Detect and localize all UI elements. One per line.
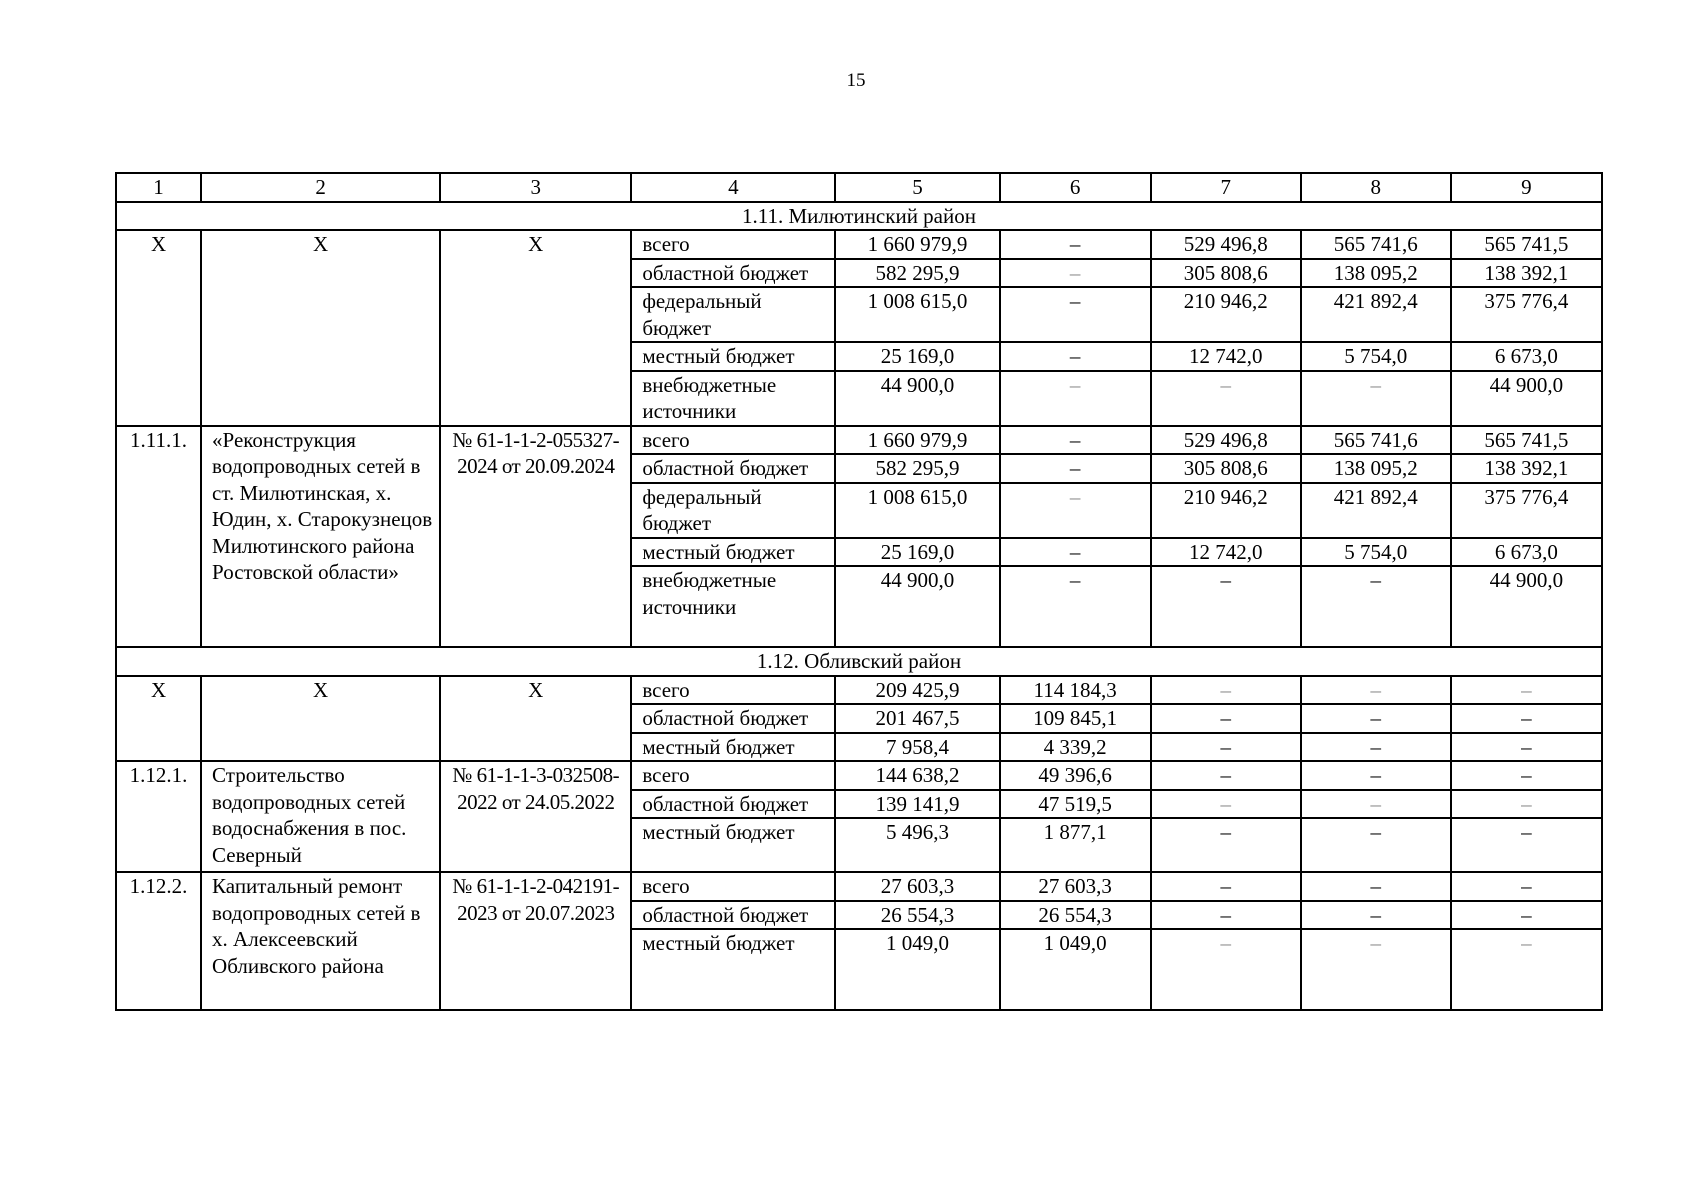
value-col7: – [1151, 818, 1301, 872]
value-col5: 582 295,9 [835, 454, 999, 483]
value-col5: 1 008 615,0 [835, 483, 999, 538]
funding-source: всего [631, 872, 835, 901]
funding-source: всего [631, 676, 835, 705]
value-col7: – [1151, 872, 1301, 901]
value-col8: – [1301, 371, 1451, 426]
value-col5: 7 958,4 [835, 733, 999, 762]
value-col5: 5 496,3 [835, 818, 999, 872]
value-col8: 565 741,6 [1301, 230, 1451, 259]
value-col5: 1 660 979,9 [835, 426, 999, 455]
value-col5: 144 638,2 [835, 761, 999, 790]
value-col8: 138 095,2 [1301, 259, 1451, 288]
funding-source: федеральный бюджет [631, 483, 835, 538]
column-number: 6 [1000, 173, 1151, 202]
value-col8: 5 754,0 [1301, 538, 1451, 567]
column-number: 7 [1151, 173, 1301, 202]
value-col5: 25 169,0 [835, 538, 999, 567]
funding-source: областной бюджет [631, 901, 835, 930]
funding-source: всего [631, 426, 835, 455]
value-col9: – [1451, 790, 1602, 819]
table-row [116, 761, 1602, 790]
value-col9: 565 741,5 [1451, 426, 1602, 455]
funding-source: местный бюджет [631, 733, 835, 762]
value-col6: – [1000, 538, 1151, 567]
value-col7: – [1151, 761, 1301, 790]
value-col8: – [1301, 761, 1451, 790]
item-number: 1.12.2. [116, 872, 201, 1010]
value-col9: 565 741,5 [1451, 230, 1602, 259]
value-col9: – [1451, 929, 1602, 1010]
funding-table [115, 172, 1603, 1011]
value-col5: 582 295,9 [835, 259, 999, 288]
value-col5: 44 900,0 [835, 371, 999, 426]
item-number: 1.11.1. [116, 426, 201, 648]
value-col9: 44 900,0 [1451, 566, 1602, 647]
value-col9: – [1451, 676, 1602, 705]
value-col9: 138 392,1 [1451, 454, 1602, 483]
document-number: № 61-1-1-3-032508-2022 от 24.05.2022 [440, 761, 631, 872]
cell-col1: Х [116, 230, 201, 426]
value-col7: – [1151, 733, 1301, 762]
column-number: 9 [1451, 173, 1602, 202]
value-col7: 12 742,0 [1151, 342, 1301, 371]
funding-source: внебюджетные источники [631, 371, 835, 426]
value-col8: 421 892,4 [1301, 287, 1451, 342]
table-row [116, 676, 1602, 705]
value-col7: – [1151, 371, 1301, 426]
funding-source: местный бюджет [631, 342, 835, 371]
funding-source: местный бюджет [631, 818, 835, 872]
page-number: 15 [846, 70, 866, 91]
funding-source: федеральный бюджет [631, 287, 835, 342]
object-name: Строительство водопроводных сетей водоснабжения в пос. Северный [201, 761, 440, 872]
value-col8: – [1301, 566, 1451, 647]
value-col8: – [1301, 733, 1451, 762]
column-number: 5 [835, 173, 999, 202]
value-col7: – [1151, 566, 1301, 647]
cell-col2: Х [201, 676, 440, 762]
value-col8: – [1301, 929, 1451, 1010]
column-number: 4 [631, 173, 835, 202]
value-col6: 1 049,0 [1000, 929, 1151, 1010]
value-col5: 1 049,0 [835, 929, 999, 1010]
value-col9: 6 673,0 [1451, 342, 1602, 371]
value-col9: – [1451, 761, 1602, 790]
value-col7: 529 496,8 [1151, 426, 1301, 455]
value-col9: 138 392,1 [1451, 259, 1602, 288]
item-number: 1.12.1. [116, 761, 201, 872]
object-name: Капитальный ремонт водопроводных сетей в х. Алексеевский Обливского района [201, 872, 440, 1010]
value-col5: 44 900,0 [835, 566, 999, 647]
section-title: 1.12. Обливский район [116, 647, 1602, 676]
value-col9: 44 900,0 [1451, 371, 1602, 426]
value-col9: – [1451, 733, 1602, 762]
column-number: 8 [1301, 173, 1451, 202]
value-col8: 138 095,2 [1301, 454, 1451, 483]
value-col7: – [1151, 901, 1301, 930]
value-col7: 12 742,0 [1151, 538, 1301, 567]
value-col6: – [1000, 566, 1151, 647]
cell-col1: Х [116, 676, 201, 762]
value-col6: 114 184,3 [1000, 676, 1151, 705]
table-row [116, 230, 1602, 259]
value-col7: 529 496,8 [1151, 230, 1301, 259]
value-col6: 1 877,1 [1000, 818, 1151, 872]
value-col5: 209 425,9 [835, 676, 999, 705]
value-col5: 26 554,3 [835, 901, 999, 930]
value-col8: – [1301, 901, 1451, 930]
value-col5: 27 603,3 [835, 872, 999, 901]
cell-col2: Х [201, 230, 440, 426]
value-col9: – [1451, 872, 1602, 901]
column-number: 2 [201, 173, 440, 202]
value-col7: 305 808,6 [1151, 454, 1301, 483]
value-col5: 1 660 979,9 [835, 230, 999, 259]
value-col5: 201 467,5 [835, 704, 999, 733]
section-title-row [116, 202, 1602, 231]
value-col7: 210 946,2 [1151, 287, 1301, 342]
funding-source: областной бюджет [631, 704, 835, 733]
value-col5: 139 141,9 [835, 790, 999, 819]
value-col6: – [1000, 454, 1151, 483]
funding-source: внебюджетные источники [631, 566, 835, 647]
cell-col3: Х [440, 676, 631, 762]
value-col5: 1 008 615,0 [835, 287, 999, 342]
object-name: «Реконструкция водопроводных сетей в ст. Милютинская, х. Юдин, х. Старокузнецов Милютинского района Ростовской области» [201, 426, 440, 648]
funding-source: областной бюджет [631, 454, 835, 483]
funding-source: местный бюджет [631, 929, 835, 1010]
value-col9: – [1451, 818, 1602, 872]
table-row [116, 872, 1602, 901]
value-col8: 421 892,4 [1301, 483, 1451, 538]
value-col7: – [1151, 790, 1301, 819]
value-col6: – [1000, 483, 1151, 538]
value-col9: – [1451, 901, 1602, 930]
column-number-row [116, 173, 1602, 202]
value-col7: 305 808,6 [1151, 259, 1301, 288]
value-col6: 109 845,1 [1000, 704, 1151, 733]
section-title-row [116, 647, 1602, 676]
table-row [116, 426, 1602, 455]
value-col6: 4 339,2 [1000, 733, 1151, 762]
column-number: 3 [440, 173, 631, 202]
value-col8: – [1301, 818, 1451, 872]
section-title: 1.11. Милютинский район [116, 202, 1602, 231]
value-col8: – [1301, 790, 1451, 819]
column-number: 1 [116, 173, 201, 202]
value-col9: 6 673,0 [1451, 538, 1602, 567]
funding-source: всего [631, 230, 835, 259]
value-col6: 49 396,6 [1000, 761, 1151, 790]
document-number: № 61-1-1-2-042191-2023 от 20.07.2023 [440, 872, 631, 1010]
value-col9: – [1451, 704, 1602, 733]
value-col6: – [1000, 259, 1151, 288]
value-col8: 565 741,6 [1301, 426, 1451, 455]
funding-source: областной бюджет [631, 790, 835, 819]
value-col7: 210 946,2 [1151, 483, 1301, 538]
value-col6: – [1000, 426, 1151, 455]
value-col6: – [1000, 230, 1151, 259]
value-col7: – [1151, 676, 1301, 705]
value-col5: 25 169,0 [835, 342, 999, 371]
value-col6: 47 519,5 [1000, 790, 1151, 819]
value-col8: – [1301, 872, 1451, 901]
value-col8: 5 754,0 [1301, 342, 1451, 371]
value-col7: – [1151, 704, 1301, 733]
value-col6: – [1000, 371, 1151, 426]
value-col6: – [1000, 342, 1151, 371]
value-col6: – [1000, 287, 1151, 342]
value-col8: – [1301, 704, 1451, 733]
value-col6: 26 554,3 [1000, 901, 1151, 930]
value-col9: 375 776,4 [1451, 483, 1602, 538]
value-col7: – [1151, 929, 1301, 1010]
funding-source: всего [631, 761, 835, 790]
value-col8: – [1301, 676, 1451, 705]
funding-source: областной бюджет [631, 259, 835, 288]
funding-source: местный бюджет [631, 538, 835, 567]
value-col6: 27 603,3 [1000, 872, 1151, 901]
cell-col3: Х [440, 230, 631, 426]
value-col9: 375 776,4 [1451, 287, 1602, 342]
document-number: № 61-1-1-2-055327-2024 от 20.09.2024 [440, 426, 631, 648]
